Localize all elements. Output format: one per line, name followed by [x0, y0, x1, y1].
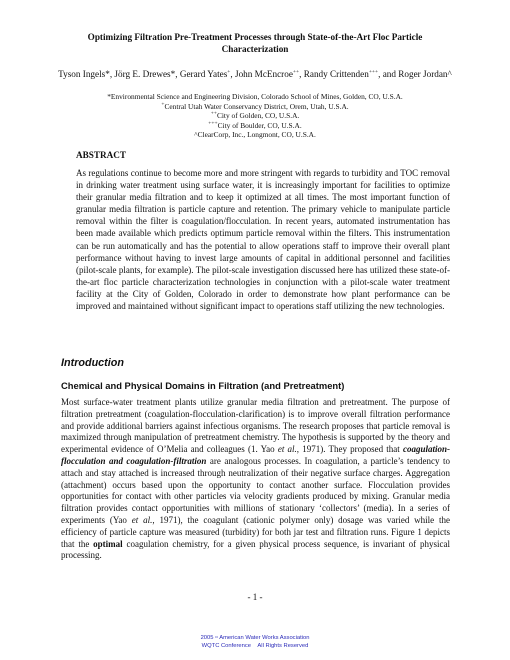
author: Tyson Ingels*, — [58, 69, 115, 79]
subsection-heading: Chemical and Physical Domains in Filtration (and Pretreatment) — [61, 380, 345, 391]
affiliation-list — [55, 92, 455, 140]
author-list — [55, 68, 455, 80]
author: Randy Crittenden+++, and — [303, 68, 399, 79]
emphasis-text: coagulation-flocculation and coagulation-filtration — [61, 444, 450, 466]
affiliation: ^ClearCorp, Inc., Longmont, CO, U.S.A. — [194, 130, 316, 140]
author: Gerard Yates+, — [179, 68, 235, 79]
affiliation: +++City of Boulder, CO, U.S.A. — [208, 120, 302, 130]
affiliation: ++City of Golden, CO, U.S.A. — [210, 110, 300, 121]
author: John McEncroe++, — [235, 68, 304, 79]
author: Jörg E. Drewes*, — [114, 69, 180, 79]
affiliation: +Central Utah Water Conservancy District, Orem, Utah, U.S.A. — [161, 101, 349, 111]
emphasis-text: optimal — [93, 538, 123, 549]
paper-title: Optimizing Filtration Pre-Treatment Processes through State-of-the-Art Floc Particle Characterization — [87, 32, 423, 54]
body-paragraph: Most surface-water treatment plants utilize granular media filtration and pretreatment. The purpose of filtration pretreatment (coagulation-flocculation-clarification) is to improve overall filtration performance and provide additional barriers against infectious organisms. The research proposes that particle removal is maximized through manipulation of pretreatment chemistry. The hypothesis is supported by the theory and experimental evidence of O’Melia and colleagues (1. Yao et al., 1971). They proposed that coagulation-flocculation and coagulation-filtration are analogous processes. In coagulation, a particle’s tendency to attach and stay attached is increased through neutralization of their negative surface charges. Aggregation (attachment) occurs based upon the opportunity to contact another surface. Flocculation provides opportunities for contact with other particles via velocity gradients produced by mixing. Granular media filtration provides contact opportunities with millions of stationary ‘collectors’ (media). In a series of experiments (Yao et al., 1971), the coagulant (cationic polymer only) dosage was varied while the efficiency of particle capture was measured (turbidity) for both jar test and filtration runs. Figure 1 depicts that the optimal coagulation chemistry, for a given physical process sequence, is invariant of physical processing. — [61, 397, 451, 561]
copyright-footer: 2005 •• American Water Works Association WQTC Conference All Rights Reserved — [200, 634, 310, 649]
abstract-heading: ABSTRACT — [76, 150, 127, 160]
author: Roger Jordan^ — [398, 69, 452, 79]
section-heading-introduction: Introduction — [61, 357, 124, 369]
abstract-text: As regulations continue to become more and more stringent with regards to turbidity and TOC removal in drinking water treatment using surface water, it is increasingly important for facilities to optimize their granular media filtration and to keep it optimized at all times. The most important function of granular media filtration is particle capture and retention. The primary vehicle to manipulate particle removal within the filter is coagulation/flocculation. In recent years, automated instrumentation has been made available which predicts optimum particle removal within the filters. This instrumentation can be run automatically and has the potential to allow operations staff to improve their overall plant performance without having to invest large amounts of capital in additional personnel and facilities (pilot-scale plants, for example). The pilot-scale investigation discussed here has utilized these state-of-the-art floc particle characterization technologies in conjunction with a pilot-scale water treatment facility at the City of Golden, Colorado in order to demonstrate how plant performance can be improved and maintained without significant impact to operations staff utilizing the new technologies. — [76, 168, 450, 312]
affiliation: *Environmental Science and Engineering Division, Colorado School of Mines, Golden, CO, U.S.A. — [107, 92, 403, 101]
separator-dots: •• — [215, 634, 218, 639]
page-number: - 1 - — [247, 592, 263, 602]
